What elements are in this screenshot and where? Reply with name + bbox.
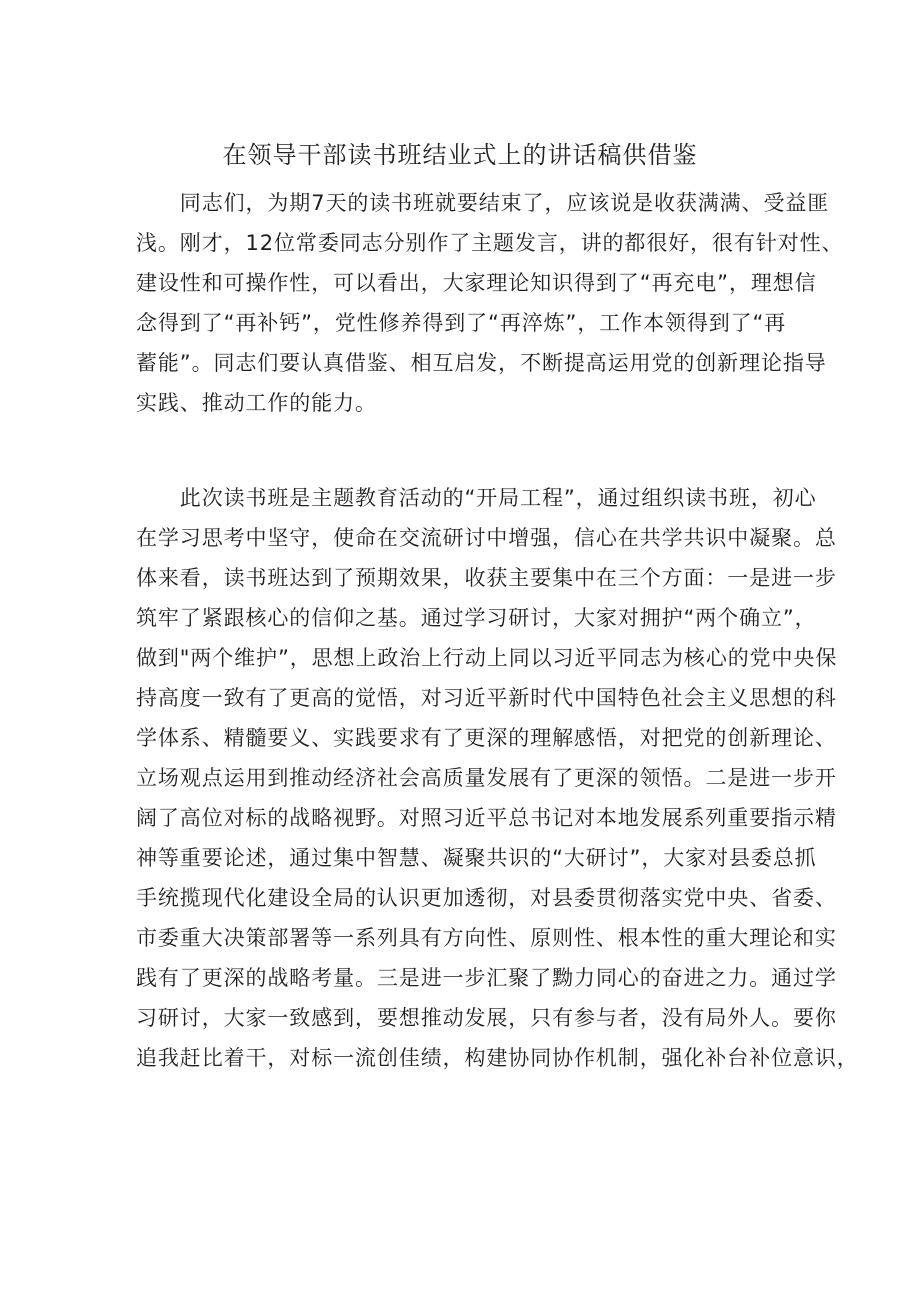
paragraph-line: 学体系、精髓要义、实践要求有了更深的理解感悟，对把党的创新理论、	[136, 726, 837, 750]
paragraph-line: 同志们，为期7天的读书班就要结束了，应该说是收获满满、受益匪	[136, 191, 830, 215]
paragraph-line: 立场观点运用到推动经济社会高质量发展有了更深的领悟。二是进一步开	[136, 766, 837, 790]
paragraph-line: 在学习思考中坚守，使命在交流研讨中增强，信心在共学共识中凝聚。总	[136, 526, 837, 550]
paragraph-line: 神等重要论述，通过集中智慧、凝聚共识的“大研讨”，大家对县委总抓	[136, 846, 817, 870]
paragraph-1	[136, 183, 844, 423]
paragraph-line: 体来看，读书班达到了预期效果，收获主要集中在三个方面：一是进一步	[136, 566, 837, 590]
paragraph-line: 做到"两个维护”，思想上政治上行动上同以习近平同志为核心的党中央保	[136, 646, 838, 670]
paragraph-line: 践有了更深的战略考量。三是进一步汇聚了黝力同心的奋进之力。通过学	[136, 966, 837, 990]
paragraph-line: 追我赶比着干，对标一流创佳绩，构建协同协作机制，强化补台补位意识，	[136, 1046, 859, 1070]
paragraph-line: 念得到了“再补钙”，党性修养得到了“再淬炼”，工作本领得到了“再	[136, 311, 787, 335]
paragraph-line: 习研讨，大家一致感到，要想推动发展，只有参与者，没有局外人。要你	[136, 1006, 837, 1030]
document-title: 在领导干部读书班结业式上的讲话稿供借鉴	[222, 141, 698, 169]
paragraph-line: 持高度一致有了更高的觉悟，对习近平新时代中国特色社会主义思想的科	[136, 686, 837, 710]
paragraph-line: 浅。刚才，12位常委同志分别作了主题发言，讲的都很好，很有针对性、	[136, 231, 844, 255]
paragraph-line: 筑牢了紧跟核心的信仰之基。通过学习研讨，大家对拥护“两个确立”，	[136, 606, 817, 630]
paragraph-line: 建设性和可操作性，可以看出，大家理论知识得到了“再充电”，理想信	[136, 271, 817, 295]
paragraph-2	[136, 478, 859, 1078]
paragraph-line: 蓄能”。同志们要认真借鉴、相互启发，不断提高运用党的创新理论指导	[136, 351, 827, 375]
paragraph-line: 手统揽现代化建设全局的认识更加透彻，对县委贯彻落实党中央、省委、	[136, 886, 837, 910]
paragraph-line: 实践、推动工作的能力。	[136, 391, 377, 415]
paragraph-line: 市委重大决策部署等一系列具有方向性、原则性、根本性的重大理论和实	[136, 926, 837, 950]
paragraph-line: 此次读书班是主题教育活动的“开局工程”，通过组织读书班，初心	[136, 486, 817, 510]
paragraph-line: 阔了高位对标的战略视野。对照习近平总书记对本地发展系列重要指示精	[136, 806, 837, 830]
